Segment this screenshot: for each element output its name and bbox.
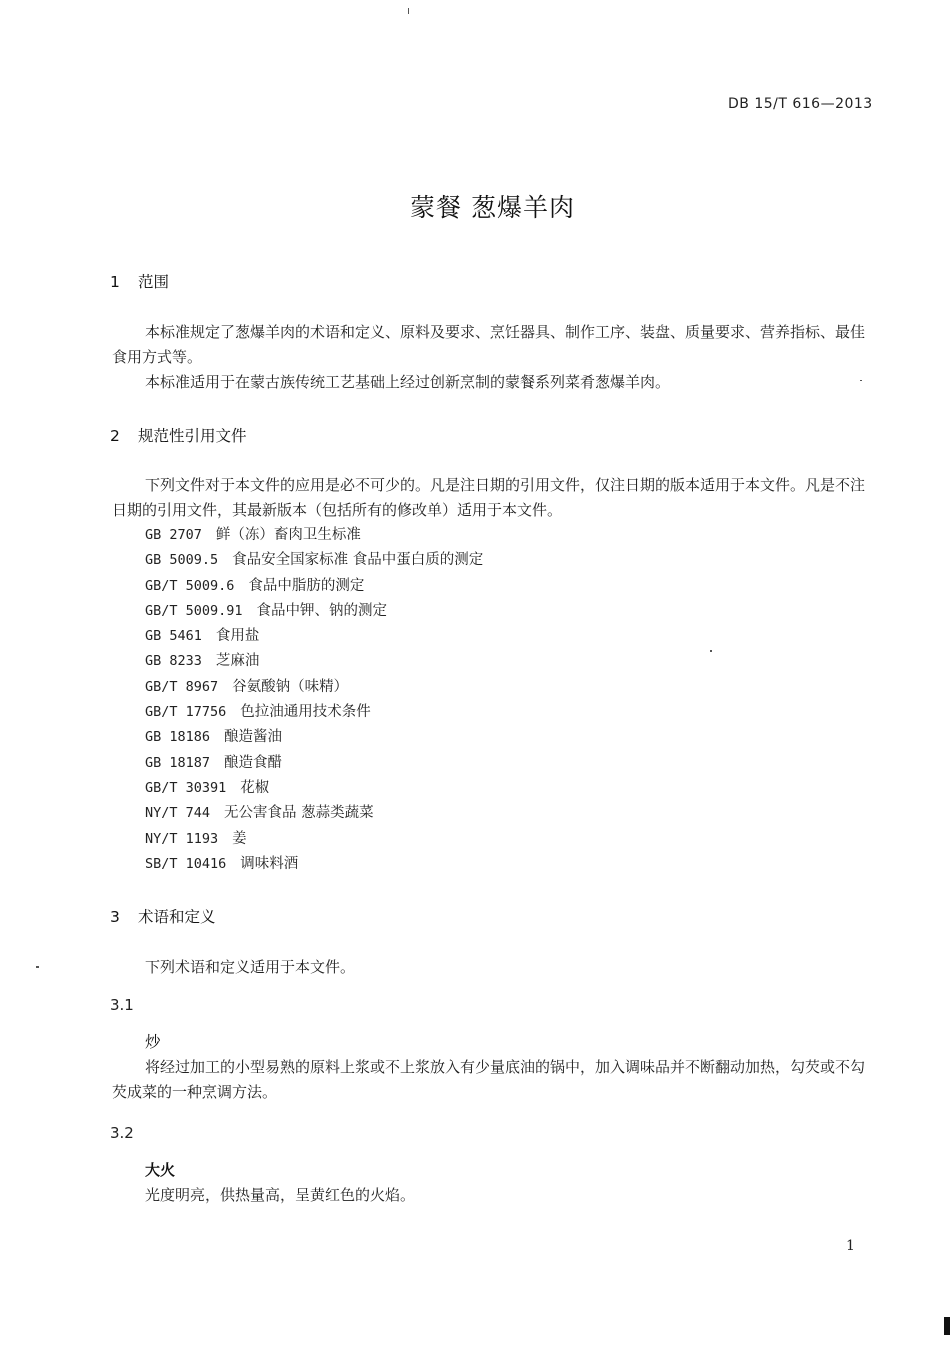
section-title: 范围 [138, 273, 170, 291]
reference-code: GB 18186 [145, 729, 211, 746]
reference-name: 谷氨酸钠（味精） [232, 678, 349, 695]
reference-name: 无公害食品 葱蒜类蔬菜 [224, 805, 374, 822]
reference-item [145, 574, 483, 599]
reference-code: GB 8233 [145, 653, 202, 670]
reference-name: 食用盐 [215, 628, 260, 645]
reference-code: GB 18187 [145, 754, 211, 771]
reference-item [145, 649, 483, 674]
standard-code: DB 15/T 616—2013 [728, 96, 873, 112]
reference-code: GB 5461 [145, 628, 202, 645]
reference-name: 鲜（冻）畜肉卫生标准 [215, 527, 361, 543]
reference-code: GB/T 8967 [145, 678, 219, 695]
terms-intro: 下列术语和定义适用于本文件。 [145, 958, 356, 976]
section-heading-terms [110, 905, 216, 927]
reference-code: NY/T 744 [145, 805, 211, 822]
document-title: 蒙餐 葱爆羊肉 [410, 193, 575, 222]
reference-item [145, 801, 483, 826]
scan-edge-mark [944, 1317, 950, 1335]
normative-intro: 下列文件对于本文件的应用是必不可少的。凡是注日期的引用文件，仅注日期的版本适用于本文件。凡是不注日期的引用文件，其最新版本（包括所有的修改单）适用于本文件。 [112, 476, 866, 519]
reference-code: GB/T 5009.6 [145, 577, 235, 594]
scope-paragraph-1: 本标准规定了葱爆羊肉的术语和定义、原料及要求、烹饪器具、制作工序、装盘、质量要求、营养指标、最佳食用方式等。 [112, 323, 866, 366]
reference-code: GB/T 17756 [145, 704, 227, 721]
reference-item [145, 523, 483, 548]
section-title: 术语和定义 [138, 908, 216, 926]
reference-item [145, 852, 483, 877]
term-name: 炒 [145, 1033, 161, 1051]
scan-speck [36, 966, 39, 968]
reference-name: 姜 [232, 830, 247, 847]
reference-name: 花椒 [240, 779, 270, 796]
reference-item [145, 751, 483, 776]
section-number: 3 [110, 908, 120, 926]
reference-code: GB/T 5009.91 [145, 602, 243, 619]
term-name: 大火 [145, 1161, 176, 1179]
reference-name: 酿造食醋 [224, 754, 283, 771]
section-heading-normative [110, 424, 247, 446]
section-title: 规范性引用文件 [138, 427, 247, 445]
reference-list [145, 523, 483, 877]
reference-item [145, 548, 483, 573]
reference-item [145, 675, 483, 700]
scope-paragraph-2: 本标准适用于在蒙古族传统工艺基础上经过创新烹制的蒙餐系列菜肴葱爆羊肉。 [145, 373, 671, 391]
scan-speck [710, 650, 712, 652]
reference-item [145, 776, 483, 801]
reference-item [145, 725, 483, 750]
reference-code: NY/T 1193 [145, 830, 219, 847]
reference-name: 调味料酒 [240, 855, 299, 872]
scan-speck [860, 380, 862, 381]
section-number: 1 [110, 273, 120, 291]
reference-code: GB 2707 [145, 527, 202, 543]
reference-item [145, 599, 483, 624]
term-definition: 将经过加工的小型易熟的原料上浆或不上浆放入有少量底油的锅中，加入调味品并不断翻动加热，勾芡或不勾芡成菜的一种烹调方法。 [112, 1058, 866, 1101]
reference-code: SB/T 10416 [145, 855, 227, 872]
reference-name: 芝麻油 [215, 653, 260, 670]
reference-code: GB/T 30391 [145, 779, 227, 796]
reference-name: 食品中脂肪的测定 [248, 577, 365, 594]
reference-item [145, 624, 483, 649]
reference-name: 色拉油通用技术条件 [240, 704, 371, 721]
clause-number: 3.1 [110, 996, 134, 1014]
reference-name: 食品安全国家标准 食品中蛋白质的测定 [232, 552, 484, 569]
page-number: 1 [846, 1238, 855, 1254]
scan-speck [408, 8, 409, 14]
reference-item [145, 700, 483, 725]
clause-number: 3.2 [110, 1124, 134, 1142]
term-definition: 光度明亮，供热量高，呈黄红色的火焰。 [145, 1186, 416, 1204]
section-number: 2 [110, 427, 120, 445]
section-heading-scope [110, 270, 169, 292]
reference-name: 酿造酱油 [224, 729, 283, 746]
reference-code: GB 5009.5 [145, 552, 219, 569]
reference-name: 食品中钾、钠的测定 [256, 602, 388, 619]
reference-item [145, 827, 483, 852]
